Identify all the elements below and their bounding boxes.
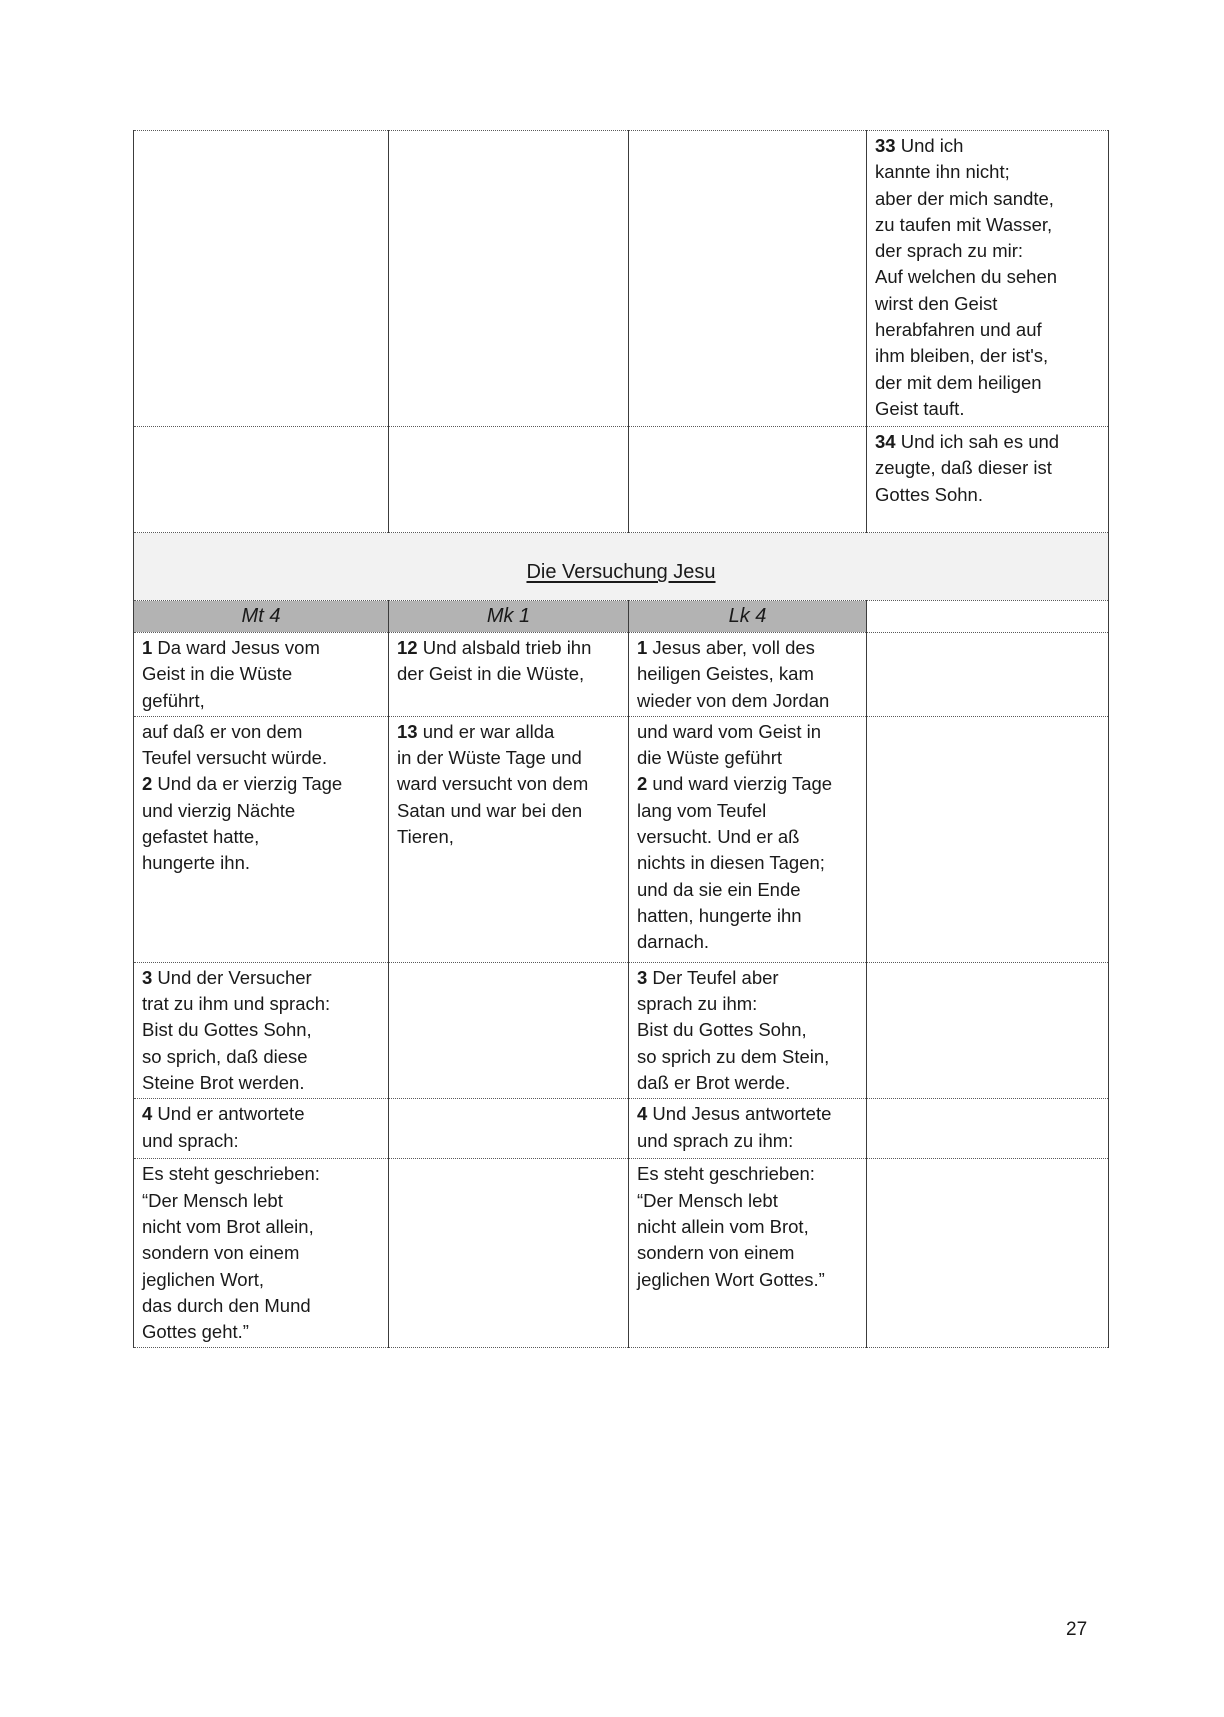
cell-lk4-1: 1 Jesus aber, voll des heiligen Geistes, kam wieder von dem Jordan bbox=[629, 633, 867, 717]
cell-john-verse-34: 34 Und ich sah es und zeugte, daß dieser ist Gottes Sohn. bbox=[867, 427, 1109, 533]
cell-mk-empty bbox=[389, 962, 629, 1098]
cell-mk1-13: 13 und er war allda in der Wüste Tage und ward versucht von dem Satan und war bei den Tieren, bbox=[389, 716, 629, 962]
cell-lk4-3: 3 Der Teufel aber sprach zu ihm: Bist du Gottes Sohn, so sprich zu dem Stein, daß er Brot werde. bbox=[629, 962, 867, 1098]
section-title-row bbox=[134, 533, 1109, 601]
cell-mk-empty bbox=[389, 1159, 629, 1348]
column-header-mt4: Mt 4 bbox=[134, 601, 389, 633]
cell-empty bbox=[867, 633, 1109, 717]
cell-mt4-4: 4 Und er antwortete und sprach: bbox=[134, 1099, 389, 1159]
table-row-verse-1 bbox=[134, 633, 1109, 717]
page-number: 27 bbox=[1066, 1619, 1088, 1640]
cell-lk-empty bbox=[629, 131, 867, 427]
cell-empty bbox=[867, 962, 1109, 1098]
column-header-lk4: Lk 4 bbox=[629, 601, 867, 633]
cell-empty bbox=[867, 1159, 1109, 1348]
table-row-john-33 bbox=[134, 131, 1109, 427]
cell-mt-empty bbox=[134, 427, 389, 533]
cell-mk1-12: 12 Und alsbald trieb ihn der Geist in die Wüste, bbox=[389, 633, 629, 717]
cell-lk4-2: und ward vom Geist in die Wüste geführt 2 und ward vierzig Tage lang vom Teufel versucht. Und er aß nichts in diesen Tagen; und da sie ein Ende hatten, hungerte ihn darnach. bbox=[629, 716, 867, 962]
cell-mt4-2: auf daß er von dem Teufel versucht würde. 2 Und da er vierzig Tage und vierzig Nächte gefastet hatte, hungerte ihn. bbox=[134, 716, 389, 962]
cell-empty bbox=[867, 716, 1109, 962]
cell-lk4-quote: Es steht geschrieben: “Der Mensch lebt nicht allein vom Brot, sondern von einem jeglichen Wort Gottes.” bbox=[629, 1159, 867, 1348]
column-header-row bbox=[134, 601, 1109, 633]
cell-mk-empty bbox=[389, 1099, 629, 1159]
section-title-cell bbox=[134, 533, 1109, 601]
cell-mt-empty bbox=[134, 131, 389, 427]
table-row-verse-4 bbox=[134, 1099, 1109, 1159]
table-row-verse-3 bbox=[134, 962, 1109, 1098]
section-title: Die Versuchung Jesu bbox=[526, 561, 716, 584]
cell-john-verse-33: 33 Und ich kannte ihn nicht; aber der mich sandte, zu taufen mit Wasser, der sprach zu mir: Auf welchen du sehen wirst den Geist herabfahren und auf ihm bleiben, der ist's, der mit dem heiligen Geist tauft. bbox=[867, 131, 1109, 427]
table-row-verse-2 bbox=[134, 716, 1109, 962]
cell-mt4-quote: Es steht geschrieben: “Der Mensch lebt nicht vom Brot allein, sondern von einem jeglichen Wort, das durch den Mund Gottes geht.” bbox=[134, 1159, 389, 1348]
cell-lk-empty bbox=[629, 427, 867, 533]
table-row-john-34 bbox=[134, 427, 1109, 533]
cell-lk4-4: 4 Und Jesus antwortete und sprach zu ihm: bbox=[629, 1099, 867, 1159]
cell-mk-empty bbox=[389, 131, 629, 427]
column-header-empty bbox=[867, 601, 1109, 633]
cell-empty bbox=[867, 1099, 1109, 1159]
table-row-quote bbox=[134, 1159, 1109, 1348]
cell-mt4-1: 1 Da ward Jesus vom Geist in die Wüste geführt, bbox=[134, 633, 389, 717]
gospel-synopsis-table bbox=[133, 130, 1109, 1348]
column-header-mk1: Mk 1 bbox=[389, 601, 629, 633]
cell-mt4-3: 3 Und der Versucher trat zu ihm und sprach: Bist du Gottes Sohn, so sprich, daß diese Steine Brot werden. bbox=[134, 962, 389, 1098]
cell-mk-empty bbox=[389, 427, 629, 533]
